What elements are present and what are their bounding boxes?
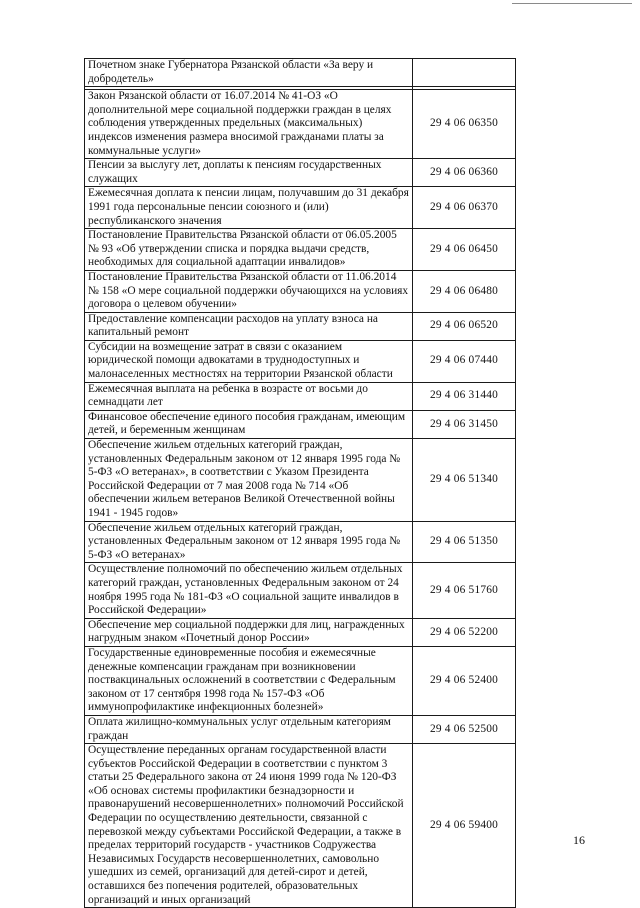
row-name: Обеспечение мер социальной поддержки для лиц, награжденных нагрудным знаком «Почетный донор России»	[85, 618, 413, 646]
row-name: Государственные единовременные пособия и ежемесячные денежные компенсации гражданам при возникновении поствакцинальных осложнений в соответствии с Федеральным законом от 17 сентября 1998 года № 157-ФЗ «Об иммунопрофилактике инфекционных болезней»	[85, 646, 413, 715]
table-row	[85, 90, 516, 159]
row-name: Ежемесячная доплата к пенсии лицам, получавшим до 31 декабря 1991 года персональные пенсии союзного и (или) республиканского значения	[85, 187, 413, 229]
table-row	[85, 229, 516, 271]
row-name: Постановление Правительства Рязанской области от 11.06.2014 № 158 «О мере социальной поддержки обучающихся на условиях договора о целевом обучении»	[85, 270, 413, 312]
scan-edge-line	[512, 3, 632, 4]
table-row	[85, 340, 516, 382]
row-code	[413, 59, 516, 87]
table-row	[85, 715, 516, 743]
row-name: Осуществление полномочий по обеспечению жильем отдельных категорий граждан, установленных Федеральным законом от 24 ноября 1995 года № 181-ФЗ «О социальной защите инвалидов в Российской Федерации»	[85, 563, 413, 618]
row-name: Предоставление компенсации расходов на уплату взноса на капитальный ремонт	[85, 312, 413, 340]
row-name: Постановление Правительства Рязанской области от 06.05.2005 № 93 «Об утверждении списка и порядка выдачи средств, необходимых для социальной адаптации инвалидов»	[85, 229, 413, 271]
table-row	[85, 159, 516, 187]
row-code: 29 4 06 52400	[413, 646, 516, 715]
row-name: Субсидии на возмещение затрат в связи с оказанием юридической помощи адвокатами в труднодоступных и малонаселенных местностях на территории Рязанской области	[85, 340, 413, 382]
table-row	[85, 59, 516, 87]
row-code: 29 4 06 51760	[413, 563, 516, 618]
row-name: Ежемесячная выплата на ребенка в возрасте от восьми до семнадцати лет	[85, 382, 413, 410]
page-number: 16	[573, 833, 585, 847]
table-row	[85, 521, 516, 563]
row-name: Осуществление переданных органам государственной власти субъектов Российской Федерации в соответствии с пунктом 3 статьи 25 Федерального закона от 24 июня 1999 года № 120-ФЗ «Об основах системы профилактики безнадзорности и правонарушений несовершеннолетних» полномочий Российской Федерации по осуществлению деятельности, связанной с перевозкой между субъектами Российской Федерации, а также в пределах территорий государств - участников Содружества Независимых Государств несовершеннолетних, самовольно ушедших из семей, организаций для детей-сирот и детей, оставшихся без попечения родителей, образовательных организаций и иных организаций	[85, 744, 413, 908]
table-row	[85, 618, 516, 646]
table-row	[85, 312, 516, 340]
table-row	[85, 646, 516, 715]
row-name: Финансовое обеспечение единого пособия гражданам, имеющим детей, и беременным женщинам	[85, 410, 413, 438]
table-row	[85, 410, 516, 438]
row-name: Обеспечение жильем отдельных категорий граждан, установленных Федеральным законом от 12 января 1995 года № 5-ФЗ «О ветеранах»	[85, 521, 413, 563]
row-code: 29 4 06 06450	[413, 229, 516, 271]
row-code: 29 4 06 07440	[413, 340, 516, 382]
row-code: 29 4 06 51340	[413, 439, 516, 522]
row-code: 29 4 06 59400	[413, 744, 516, 908]
row-name: Закон Рязанской области от 16.07.2014 № 41-ОЗ «О дополнительной мере социальной поддержки граждан в целях соблюдения утвержденных предельных (максимальных) индексов изменения размера вносимой гражданами платы за коммунальные услуги»	[85, 90, 413, 159]
row-code: 29 4 06 31450	[413, 410, 516, 438]
budget-classification-table	[84, 58, 516, 908]
row-code: 29 4 06 06520	[413, 312, 516, 340]
row-code: 29 4 06 52200	[413, 618, 516, 646]
row-code: 29 4 06 06360	[413, 159, 516, 187]
table-row	[85, 270, 516, 312]
table-row	[85, 439, 516, 522]
row-code: 29 4 06 31440	[413, 382, 516, 410]
table-row	[85, 187, 516, 229]
table-row	[85, 382, 516, 410]
row-name: Пенсии за выслугу лет, доплаты к пенсиям государственных служащих	[85, 159, 413, 187]
row-code: 29 4 06 52500	[413, 715, 516, 743]
table-row	[85, 744, 516, 908]
row-name: Почетном знаке Губернатора Рязанской области «За веру и добродетель»	[85, 59, 413, 87]
row-code: 29 4 06 51350	[413, 521, 516, 563]
row-name: Оплата жилищно-коммунальных услуг отдельным категориям граждан	[85, 715, 413, 743]
row-code: 29 4 06 06480	[413, 270, 516, 312]
row-code: 29 4 06 06370	[413, 187, 516, 229]
row-name: Обеспечение жильем отдельных категорий граждан, установленных Федеральным законом от 12 января 1995 года № 5-ФЗ «О ветеранах», в соответствии с Указом Президента Российской Федерации от 7 мая 2008 года № 714 «Об обеспечении жильем ветеранов Великой Отечественной войны 1941 - 1945 годов»	[85, 439, 413, 522]
table-row	[85, 563, 516, 618]
row-code: 29 4 06 06350	[413, 90, 516, 159]
